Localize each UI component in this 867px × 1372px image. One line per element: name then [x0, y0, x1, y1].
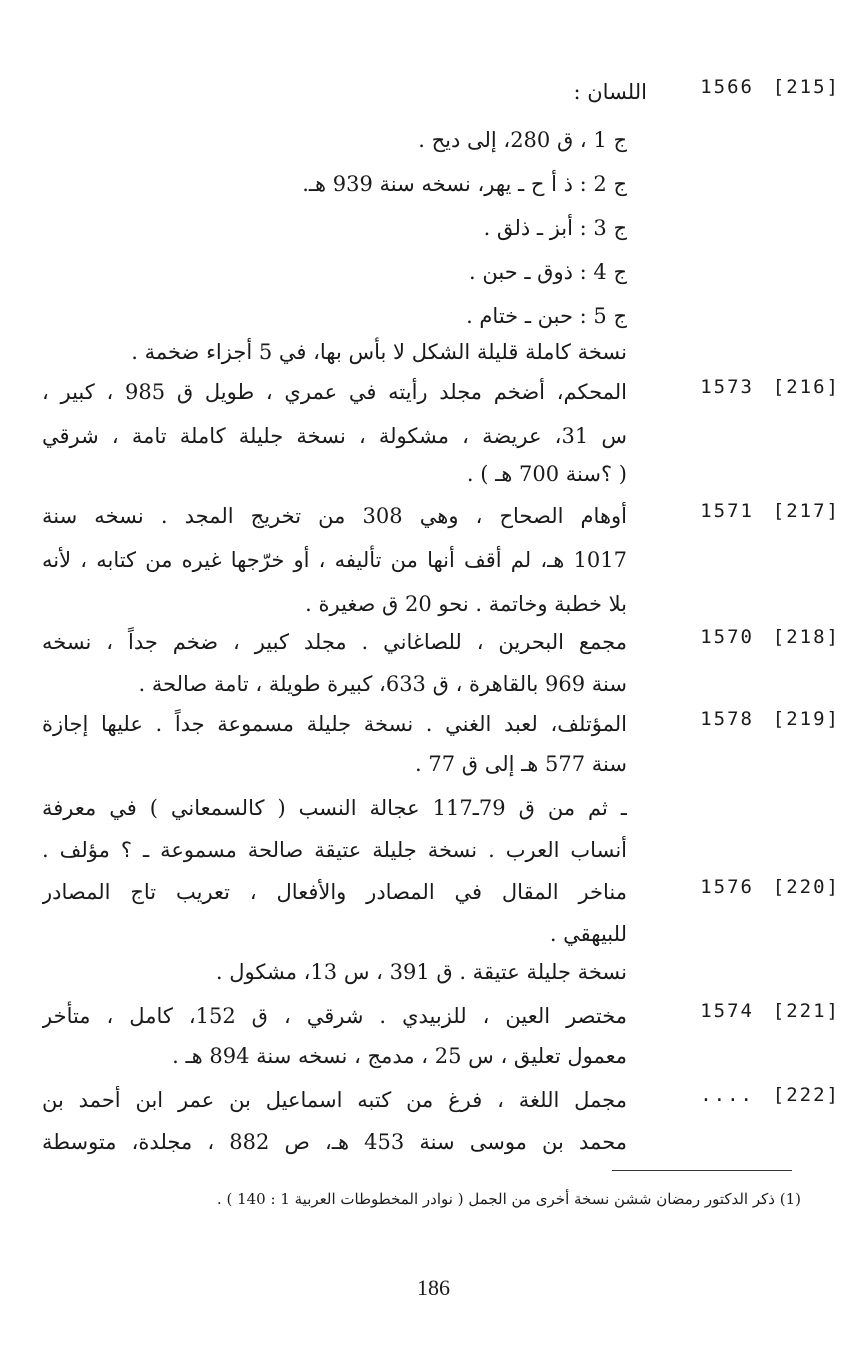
entry-text-line: 1017 هـ، لم أقف أنها من تأليفه ، أو خرّجها غيره من كتابه ، لأنه — [42, 548, 627, 572]
entry-number: 1566 — [700, 76, 754, 98]
entry-text-line: أوهام الصحاح ، وهي 308 من تخريج المجد . نسخه سنة — [42, 504, 627, 528]
entry-text-line: ( ؟سنة 700 هـ ) . — [466, 462, 627, 486]
entry-text-line: سنة 577 هـ إلى ق 77 . — [414, 752, 627, 776]
entry-text-line: ج 2 : ذ أ ح ـ يهر، نسخه سنة 939 هـ. — [302, 172, 627, 196]
entry-number: 1574 — [700, 1000, 754, 1022]
entry-number: 1570 — [700, 626, 754, 648]
entry-code: [216] — [772, 376, 840, 398]
entry-text-line: مناخر المقال في المصادر والأفعال ، تعريب تاج المصادر — [42, 880, 627, 904]
entry-text-line: ج 4 : ذوق ـ حبن . — [469, 260, 627, 284]
footnote-divider — [612, 1170, 792, 1171]
entry-text-line: مختصر العين ، للزبيدي . شرقي ، ق 152، كامل ، متأخر — [42, 1004, 627, 1028]
entry-text-line: للبيهقي . — [549, 922, 627, 946]
footnote: (1) ذكر الدكتور رمضان ششن نسخة أخرى من الجمل ( نوادر المخطوطات العربية 1 : 140 ) . — [216, 1190, 801, 1208]
entry-text-line: المؤتلف، لعبد الغني . نسخة جليلة مسموعة جداً . عليها إجازة — [42, 712, 627, 736]
entry-code: [219] — [772, 708, 840, 730]
entry-text-line: أنساب العرب . نسخة جليلة عتيقة صالحة مسموعة ـ ؟ مؤلف . — [42, 838, 627, 862]
entry-code: [217] — [772, 500, 840, 522]
entry-text-line: محمد بن موسى سنة 453 هـ، ص 882 ، مجلدة، متوسطة — [42, 1130, 627, 1154]
entry-code: [215] — [772, 76, 840, 98]
entry-text-line: ج 1 ، ق 280، إلى ديح . — [418, 128, 627, 152]
entry-text-line: معمول تعليق ، س 25 ، مدمج ، نسخه سنة 894 هـ . — [172, 1044, 627, 1068]
entry-text-line: نسخة كاملة قليلة الشكل لا بأس بها، في 5 أجزاء ضخمة . — [131, 340, 627, 364]
entry-number: 1578 — [700, 708, 754, 730]
entry-code: [221] — [772, 1000, 840, 1022]
entry-text-line: سنة 969 بالقاهرة ، ق 633، كبيرة طويلة ، تامة صالحة . — [138, 672, 627, 696]
entry-code: [218] — [772, 626, 840, 648]
entry-text-line: بلا خطبة وخاتمة . نحو 20 ق صغيرة . — [305, 592, 627, 616]
entry-text-line: س 31، عريضة ، مشكولة ، نسخة جليلة كاملة تامة ، شرقي — [42, 424, 627, 448]
entry-text-line: مجمع البحرين ، للصاغاني . مجلد كبير ، ضخم جداً ، نسخه — [42, 630, 627, 654]
entry-number: .... — [700, 1084, 754, 1106]
page-number: 186 — [417, 1275, 450, 1300]
entry-text-line: ـ ثم من ق 79ـ117 عجالة النسب ( كالسمعاني ) في معرفة — [42, 796, 627, 820]
entry-text-line: ج 5 : حبن ـ ختام . — [466, 304, 627, 328]
entry-text-line: مجمل اللغة ، فرغ من كتبه اسماعيل بن عمر ابن أحمد بن — [42, 1088, 627, 1112]
entry-code: [222] — [772, 1084, 840, 1106]
entry-number: 1576 — [700, 876, 754, 898]
entry-text-line: اللسان : — [573, 80, 647, 104]
entry-text-line: ج 3 : أبز ـ ذلق . — [483, 216, 627, 240]
entry-code: [220] — [772, 876, 840, 898]
entry-number: 1571 — [700, 500, 754, 522]
entry-number: 1573 — [700, 376, 754, 398]
entry-text-line: المحكم، أضخم مجلد رأيته في عمري ، طويل ق 985 ، كبير ، — [42, 380, 627, 404]
entry-text-line: نسخة جليلة عتيقة . ق 391 ، س 13، مشكول . — [215, 960, 627, 984]
